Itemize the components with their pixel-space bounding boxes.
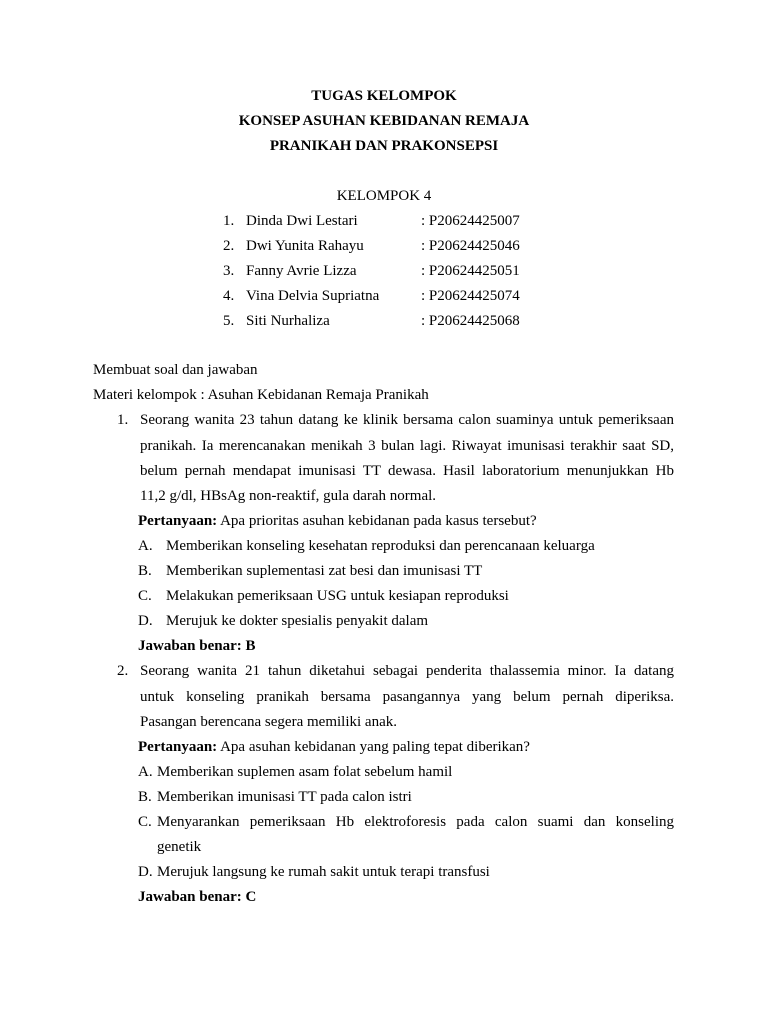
member-nim: : P20624425068: [421, 313, 520, 329]
option-text: Melakukan pemeriksaan USG untuk kesiapan reproduksi: [166, 588, 509, 604]
option-letter: D.: [138, 864, 153, 880]
option-text: Memberikan suplementasi zat besi dan imunisasi TT: [166, 563, 483, 579]
question-number: 1.: [117, 412, 129, 428]
question-prompt-text: Apa asuhan kebidanan yang paling tepat diberikan?: [217, 739, 530, 755]
member-nim: : P20624425007: [421, 213, 520, 229]
option-letter: B.: [138, 789, 152, 805]
question-prompt: [138, 738, 530, 756]
member-number: 2.: [223, 238, 235, 254]
intro-line: Membuat soal dan jawaban: [93, 362, 258, 378]
document-subtitle: KONSEP ASUHAN KEBIDANAN REMAJA: [238, 113, 530, 129]
option-text: Merujuk ke dokter spesialis penyakit dalam: [166, 613, 429, 629]
option-text: Menyarankan pemeriksaan Hb elektroforesis pada calon suami dan konseling: [157, 814, 674, 830]
group-name: KELOMPOK 4: [336, 188, 432, 204]
member-name: Dinda Dwi Lestari: [246, 213, 358, 229]
member-number: 4.: [223, 288, 235, 304]
option-letter: C.: [138, 814, 152, 830]
question-text-line: Seorang wanita 23 tahun datang ke klinik bersama calon suaminya untuk pemeriksaan: [140, 412, 674, 428]
question-number: 2.: [117, 663, 129, 679]
question-text-line: Seorang wanita 21 tahun diketahui sebagai penderita thalassemia minor. Ia datang: [140, 663, 674, 679]
member-number: 5.: [223, 313, 235, 329]
question-prompt-label: Pertanyaan:: [138, 739, 218, 755]
option-text: Memberikan imunisasi TT pada calon istri: [157, 789, 412, 805]
option-letter: D.: [138, 613, 153, 629]
document-subtitle-2: PRANIKAH DAN PRAKONSEPSI: [269, 138, 499, 154]
member-name: Vina Delvia Supriatna: [246, 288, 380, 304]
intro-material: Materi kelompok : Asuhan Kebidanan Remaja Pranikah: [93, 387, 429, 403]
member-number: 1.: [223, 213, 235, 229]
member-number: 3.: [223, 263, 235, 279]
option-letter: A.: [138, 764, 153, 780]
member-nim: : P20624425074: [421, 288, 520, 304]
option-text: Merujuk langsung ke rumah sakit untuk terapi transfusi: [157, 864, 490, 880]
option-text: Memberikan konseling kesehatan reproduksi dan perencanaan keluarga: [166, 538, 595, 554]
question-text-line: untuk konseling pranikah bersama pasangannya yang belum pernah diperiksa.: [140, 689, 674, 705]
document-title: TUGAS KELOMPOK: [311, 88, 457, 104]
question-prompt: [138, 512, 537, 530]
question-prompt-label: Pertanyaan:: [138, 513, 218, 529]
option-letter: A.: [138, 538, 153, 554]
option-text: Memberikan suplemen asam folat sebelum hamil: [157, 764, 453, 780]
answer-key: Jawaban benar: B: [138, 638, 256, 654]
option-letter: C.: [138, 588, 152, 604]
member-nim: : P20624425051: [421, 263, 520, 279]
option-letter: B.: [138, 563, 152, 579]
member-name: Dwi Yunita Rahayu: [246, 238, 364, 254]
question-prompt-text: Apa prioritas asuhan kebidanan pada kasus tersebut?: [217, 513, 537, 529]
question-text-line: belum pernah mendapat imunisasi TT dewasa. Hasil laboratorium menunjukkan Hb: [140, 463, 674, 479]
question-text-line: Pasangan berencana segera memiliki anak.: [140, 714, 397, 730]
option-text-continued: genetik: [157, 839, 202, 855]
member-nim: : P20624425046: [421, 238, 520, 254]
member-name: Siti Nurhaliza: [246, 313, 330, 329]
question-text-line: pranikah. Ia merencanakan menikah 3 bulan lagi. Riwayat imunisasi terakhir saat SD,: [140, 438, 674, 454]
question-text-line: 11,2 g/dl, HBsAg non-reaktif, gula darah normal.: [140, 488, 437, 504]
answer-key: Jawaban benar: C: [138, 889, 257, 905]
member-name: Fanny Avrie Lizza: [246, 263, 357, 279]
